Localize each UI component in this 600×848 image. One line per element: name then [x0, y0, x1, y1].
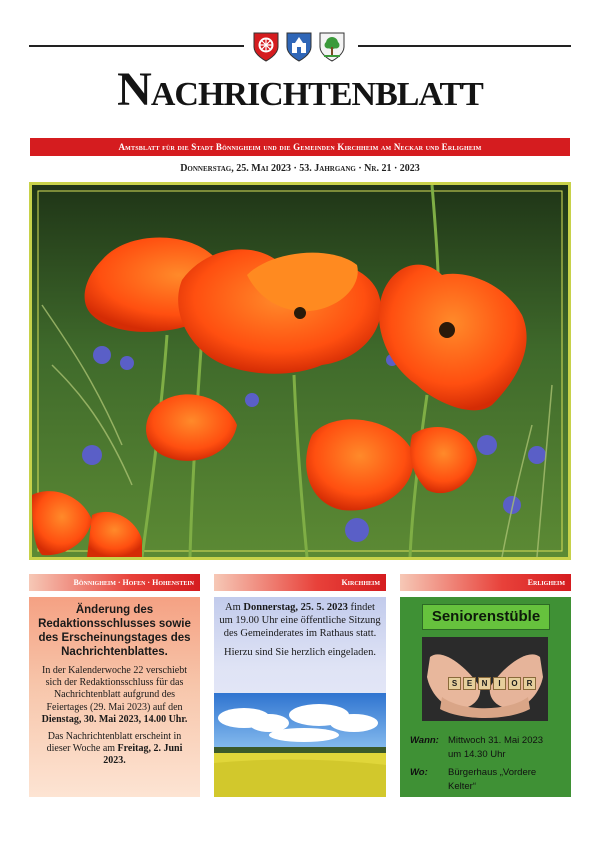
notice-erligheim-hands-image	[422, 637, 548, 721]
senior-tile: E	[463, 677, 476, 690]
notice-boennigheim-paragraph-2	[35, 731, 194, 768]
notice-kirchheim-p1-pre: Am	[225, 602, 244, 613]
notice-boennigheim-paragraph-1	[35, 665, 194, 726]
notice-kirchheim-paragraph-2: Hierzu sind Sie herzlich eingeladen.	[224, 647, 376, 658]
notice-boennigheim-title: Änderung des Redaktionsschlusses sowie des Erscheinungstages des Nachrichtenblattes.	[38, 604, 191, 658]
cover-photo-poppies	[32, 185, 568, 557]
when-value-time: um 14.30 Uhr	[448, 749, 506, 760]
notice-kirchheim-landscape-image	[214, 693, 386, 797]
senior-tile: I	[493, 677, 506, 690]
notice-boennigheim-p1-text: In der Kalenderwoche 22 verschiebt sich der Redaktionsschluss für das Nachrichtenblatt aufgrund des Feiertages (29. Mai 2023) auf den	[42, 665, 187, 713]
where-value: Bürgerhaus „Vordere	[448, 767, 537, 778]
issue-line: Donnerstag, 25. Mai 2023 · 53. Jahrgang · Nr. 21 · 2023	[180, 163, 420, 174]
masthead-title	[28, 48, 572, 132]
notice-erligheim	[400, 597, 571, 797]
column-header-erligheim-text: Erligheim	[527, 578, 565, 587]
column-header-kirchheim-text: Kirchheim	[341, 578, 380, 587]
senior-tile: O	[508, 677, 521, 690]
notice-kirchheim-p1-date: Donnerstag, 25. 5. 2023	[243, 602, 348, 613]
notice-boennigheim	[29, 597, 200, 797]
notice-kirchheim-p1-post: findet um 19.00 Uhr eine öffentliche Sitzung des Gemeinderates im Rathaus statt.	[219, 602, 381, 639]
when-value: Mittwoch 31. Mai 2023	[448, 735, 544, 746]
senior-tile: S	[448, 677, 461, 690]
masthead-title-text: Nachrichtenblatt	[117, 63, 483, 116]
header-rule-right	[358, 45, 571, 47]
senior-tiles	[448, 677, 536, 690]
senior-tile: N	[478, 677, 491, 690]
when-label: Wann:	[410, 735, 439, 746]
header-rule-left	[29, 45, 244, 47]
column-header-boennigheim	[29, 574, 200, 591]
masthead-subtitle: Amtsblatt für die Stadt Bönnigheim und die Gemeinden Kirchheim am Neckar und Erligheim	[118, 142, 482, 152]
column-header-erligheim	[400, 574, 571, 591]
notice-boennigheim-p2-text: Das Nachrichtenblatt erscheint in dieser Woche am	[46, 731, 182, 755]
where-label: Wo:	[410, 767, 428, 778]
column-header-kirchheim	[214, 574, 386, 591]
notice-boennigheim-p1-date: Dienstag, 30. Mai 2023, 14.00 Uhr.	[41, 713, 188, 725]
notice-kirchheim-text	[214, 597, 386, 659]
notice-boennigheim-p2-date: Freitag, 2. Juni 2023.	[103, 743, 183, 767]
senior-tile: R	[523, 677, 536, 690]
notice-erligheim-title: Seniorenstüble	[422, 604, 550, 630]
notice-kirchheim-paragraph-1	[219, 601, 381, 640]
masthead-subtitle-bar	[30, 138, 570, 156]
column-header-boennigheim-text: Bönnigheim · Hofen · Hohenstein	[73, 578, 194, 587]
where-value-2: Kelter“	[448, 781, 476, 792]
notice-kirchheim	[214, 597, 386, 797]
cover-photo-frame	[29, 182, 571, 560]
